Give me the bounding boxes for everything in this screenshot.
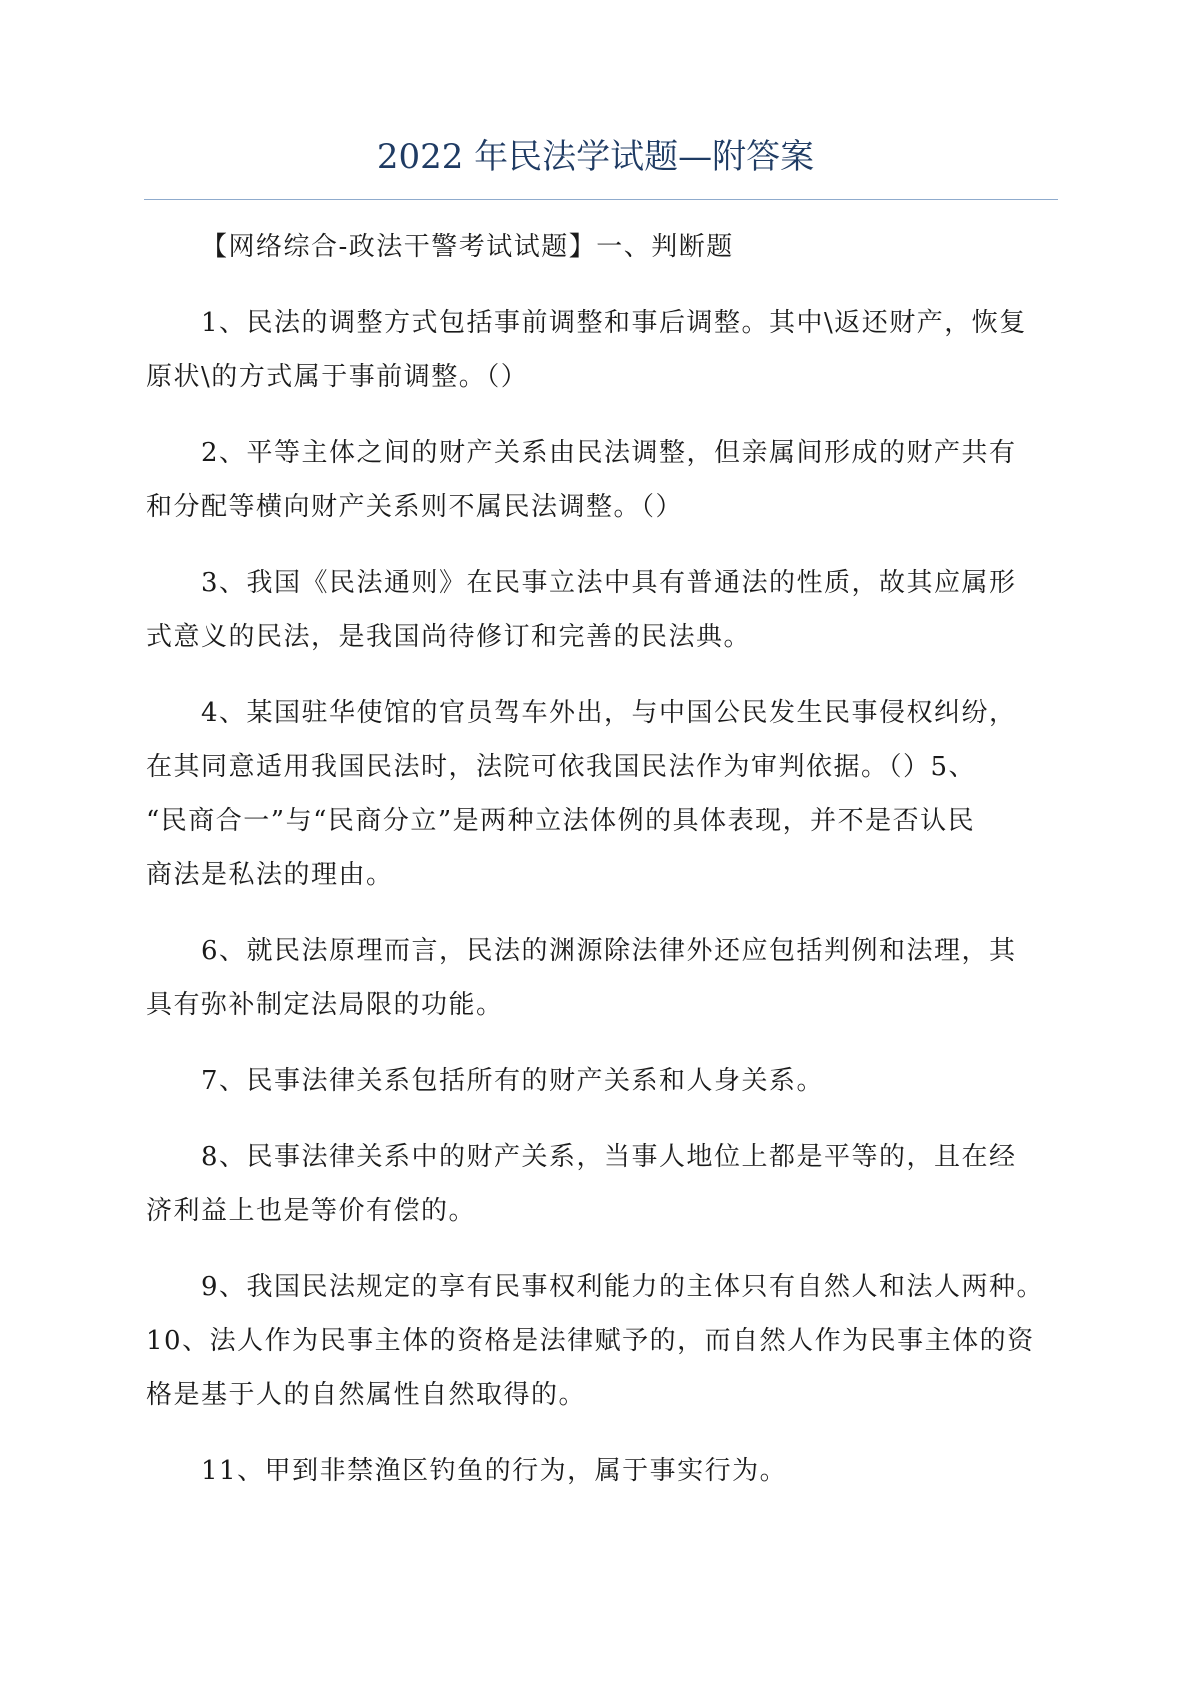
text-line: 6、就民法原理而言，民法的渊源除法律外还应包括判例和法理，其 bbox=[201, 936, 1017, 966]
text-line: 济利益上也是等价有偿的。 bbox=[146, 1196, 477, 1226]
question-paragraph-6 bbox=[146, 924, 1156, 1032]
text-line: 格是基于人的自然属性自然取得的。 bbox=[146, 1380, 587, 1410]
text-line: 具有弥补制定法局限的功能。 bbox=[146, 990, 504, 1020]
text-line: 式意义的民法，是我国尚待修订和完善的民法典。 bbox=[146, 622, 752, 652]
document-body bbox=[146, 220, 1156, 1498]
text-line: 1、民法的调整方式包括事前调整和事后调整。其中\返还财产，恢复 bbox=[201, 308, 1027, 338]
text-line: 4、某国驻华使馆的官员驾车外出，与中国公民发生民事侵权纠纷， bbox=[201, 698, 1017, 728]
question-paragraph-1 bbox=[146, 296, 1156, 404]
text-line: 原状\的方式属于事前调整。（） bbox=[146, 362, 529, 392]
text-line: 2、平等主体之间的财产关系由民法调整，但亲属间形成的财产共有 bbox=[201, 438, 1017, 468]
question-paragraph-4-5 bbox=[146, 686, 1156, 902]
question-paragraph-9-10 bbox=[146, 1260, 1156, 1422]
text-line: 在其同意适用我国民法时，法院可依我国民法作为审判依据。（）5、 bbox=[146, 752, 977, 782]
page-title: 2022 年民法学试题—附答案 bbox=[376, 137, 815, 177]
text-line: 商法是私法的理由。 bbox=[146, 860, 394, 890]
question-paragraph-7 bbox=[146, 1054, 1156, 1108]
text-line: 7、民事法律关系包括所有的财产关系和人身关系。 bbox=[201, 1066, 825, 1096]
text-line: “民商合一”与“民商分立”是两种立法体例的具体表现，并不是否认民 bbox=[146, 806, 976, 836]
question-paragraph-3 bbox=[146, 556, 1156, 664]
section-heading: 【网络综合-政法干警考试试题】一、判断题 bbox=[201, 232, 734, 262]
question-paragraph-11 bbox=[146, 1444, 1156, 1498]
text-line: 9、我国民法规定的享有民事权利能力的主体只有自然人和法人两种。 bbox=[201, 1272, 1045, 1302]
text-line: 10、法人作为民事主体的资格是法律赋予的，而自然人作为民事主体的资 bbox=[146, 1326, 1035, 1356]
question-paragraph-2 bbox=[146, 426, 1156, 534]
text-line: 11、甲到非禁渔区钓鱼的行为，属于事实行为。 bbox=[201, 1456, 788, 1486]
question-paragraph-8 bbox=[146, 1130, 1156, 1238]
text-line: 3、我国《民法通则》在民事立法中具有普通法的性质，故其应属形 bbox=[201, 568, 1017, 598]
text-line: 和分配等横向财产关系则不属民法调整。（） bbox=[146, 492, 684, 522]
section-heading-block bbox=[146, 220, 1156, 274]
title-divider bbox=[144, 199, 1058, 200]
text-line: 8、民事法律关系中的财产关系，当事人地位上都是平等的，且在经 bbox=[201, 1142, 1017, 1172]
